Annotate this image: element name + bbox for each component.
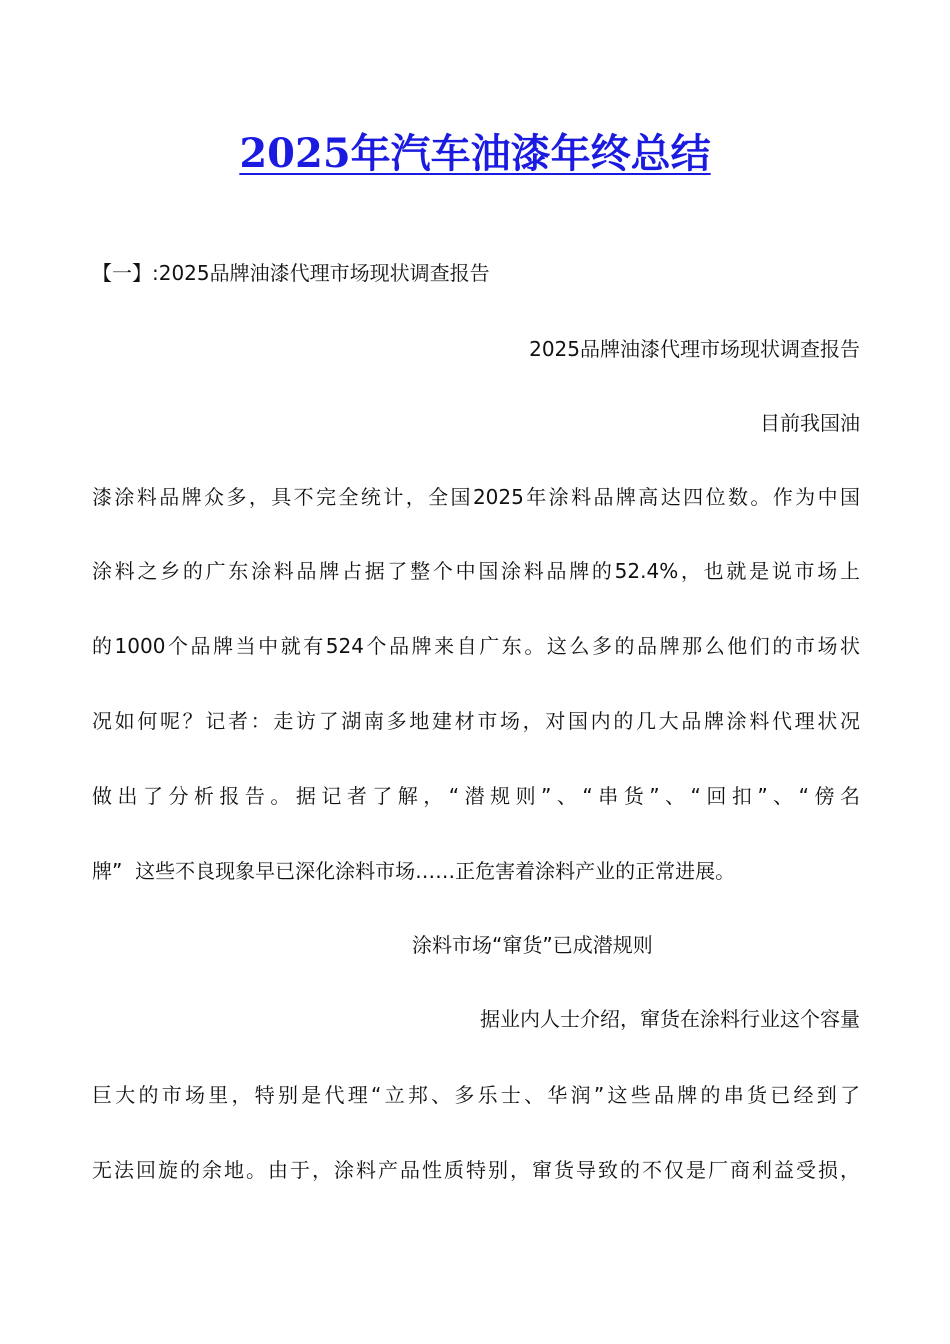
paragraph-line: 漆涂料品牌众多，具不完全统计，全国2025年涂料品牌高达四位数。作为中国 bbox=[92, 485, 860, 509]
document-title[interactable] bbox=[0, 126, 950, 182]
paragraph-line: 况如何呢？记者：走访了湖南多地建材市场，对国内的几大品牌涂料代理状况 bbox=[92, 709, 860, 733]
subheading: 涂料市场“窜货”已成潜规则 bbox=[412, 933, 653, 957]
paragraph-line: 做出了分析报告。据记者了解，“潜规则”、“串货”、“回扣”、“傍名 bbox=[92, 784, 860, 808]
document-title-text[interactable]: 2025年汽车油漆年终总结 bbox=[239, 130, 711, 177]
paragraph-line: 巨大的市场里，特别是代理“立邦、多乐士、华润”这些品牌的串货已经到了 bbox=[92, 1083, 860, 1107]
paragraph-line: 据业内人士介绍，窜货在涂料行业这个容量 bbox=[480, 1007, 860, 1031]
paragraph-line: 涂料之乡的广东涂料品牌占据了整个中国涂料品牌的52.4%，也就是说市场上 bbox=[92, 559, 860, 583]
paragraph-line: 无法回旋的余地。由于，涂料产品性质特别，窜货导致的不仅是厂商利益受损， bbox=[92, 1158, 860, 1182]
paragraph-line: 牌” 这些不良现象早已深化涂料市场……正危害着涂料产业的正常进展。 bbox=[92, 859, 736, 883]
report-title: 2025品牌油漆代理市场现状调查报告 bbox=[529, 337, 860, 361]
section-heading: 【一】:2025品牌油漆代理市场现状调查报告 bbox=[92, 261, 490, 285]
paragraph-line: 目前我国油 bbox=[760, 411, 860, 435]
paragraph-line: 的1000个品牌当中就有524个品牌来自广东。这么多的品牌那么他们的市场状 bbox=[92, 634, 860, 658]
